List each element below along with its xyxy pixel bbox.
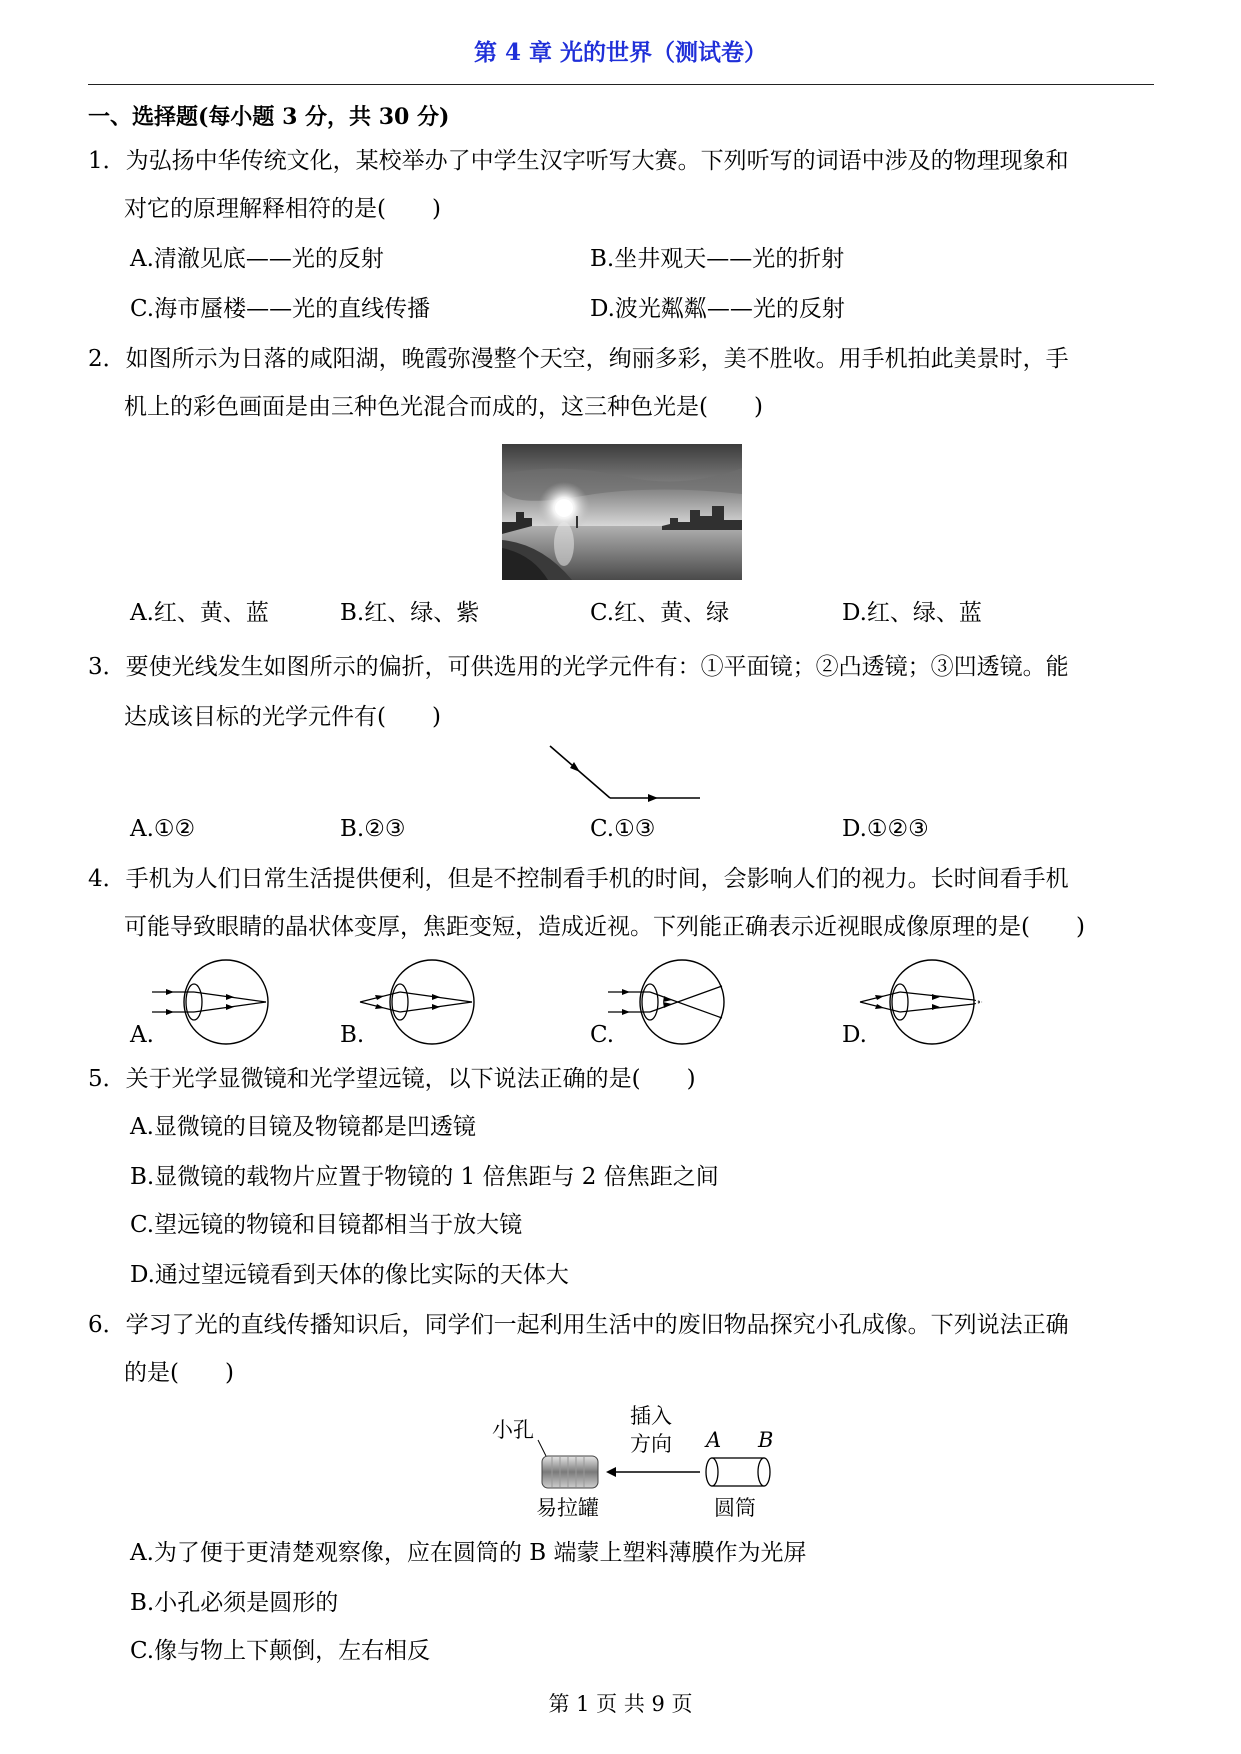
- q6-option-c: C.像与物上下颠倒，左右相反: [130, 1638, 431, 1664]
- q5-option-d: D.通过望远镜看到天体的像比实际的天体大: [130, 1262, 569, 1288]
- q4-line-1: 4．手机为人们日常生活提供便利，但是不控制看手机的时间，会影响人们的视力。长时间看手机: [88, 866, 1069, 892]
- q3-line-2: 达成该目标的光学元件有( ): [124, 704, 441, 730]
- page-footer: 第 1 页 共 9 页: [548, 1692, 693, 1716]
- q4-option-c: C.: [590, 1022, 615, 1048]
- q4-option-b: B.: [340, 1022, 365, 1048]
- q5-line-1: 5．关于光学显微镜和光学望远镜，以下说法正确的是( ): [88, 1066, 696, 1092]
- q6-line-2: 的是( ): [124, 1360, 234, 1386]
- can-icon: [542, 1456, 598, 1488]
- q3-option-d: D.①②③: [842, 816, 929, 842]
- q1-option-d: D.波光粼粼——光的反射: [590, 296, 845, 322]
- q3-option-c: C.①③: [590, 816, 656, 842]
- arrow-head-icon: [648, 794, 658, 802]
- direction-label-1: 插入: [630, 1404, 672, 1428]
- q5-option-b: B.显微镜的载物片应置于物镜的 1 倍焦距与 2 倍焦距之间: [130, 1164, 719, 1190]
- q6-option-a: A.为了便于更清楚观察像，应在圆筒的 B 端蒙上塑料薄膜作为光屏: [130, 1540, 807, 1566]
- eye-diagram-a: [150, 956, 270, 1048]
- q4-line-2: 可能导致眼睛的晶状体变厚，焦距变短，造成近视。下列能正确表示近视眼成像原理的是( ): [124, 914, 1085, 940]
- q1-option-b: B.坐井观天——光的折射: [590, 246, 845, 272]
- q6-line-1: 6．学习了光的直线传播知识后，同学们一起利用生活中的废旧物品探究小孔成像。下列说法正确: [88, 1312, 1069, 1338]
- q3-line-1: 3．要使光线发生如图所示的偏折，可供选用的光学元件有：①平面镜；②凸透镜；③凹透镜。能: [88, 654, 1069, 680]
- eye-diagram-c: [606, 956, 726, 1048]
- tube-label: 圆筒: [714, 1496, 756, 1520]
- end-a-label: A: [706, 1428, 722, 1452]
- arrow-left-icon: [606, 1467, 616, 1477]
- q5-option-a: A.显微镜的目镜及物镜都是凹透镜: [130, 1114, 476, 1140]
- q2-option-d: D.红、绿、蓝: [842, 600, 982, 626]
- arrow-head-icon: [570, 762, 580, 772]
- q5-option-c: C.望远镜的物镜和目镜都相当于放大镜: [130, 1212, 523, 1238]
- q2-option-c: C.红、黄、绿: [590, 600, 730, 626]
- header-divider: [88, 84, 1154, 85]
- q1-option-a: A.清澈见底——光的反射: [130, 246, 384, 272]
- can-label: 易拉罐: [536, 1496, 599, 1520]
- q2-option-a: A.红、黄、蓝: [130, 600, 269, 626]
- q4-option-d: D.: [842, 1022, 867, 1048]
- section-title: 一、选择题(每小题 3 分，共 30 分): [88, 104, 450, 130]
- q1-option-c: C.海市蜃楼——光的直线传播: [130, 296, 431, 322]
- q1-line-2: 对它的原理解释相符的是( ): [124, 196, 441, 222]
- hole-label: 小孔: [492, 1418, 534, 1442]
- q3-option-a: A.①②: [130, 816, 196, 842]
- q1-line-1: 1．为弘扬中华传统文化，某校举办了中学生汉字听写大赛。下列听写的词语中涉及的物理现象和: [88, 148, 1069, 174]
- tube-icon: [712, 1458, 764, 1486]
- q2-line-2: 机上的彩色画面是由三种色光混合而成的，这三种色光是( ): [124, 394, 763, 420]
- eye-diagram-d: [856, 956, 986, 1048]
- direction-label-2: 方向: [630, 1432, 672, 1456]
- eye-diagram-b: [356, 956, 476, 1048]
- q2-option-b: B.红、绿、紫: [340, 600, 480, 626]
- sunset-lake-photo: [502, 444, 742, 580]
- page-title: 第 4 章 光的世界（测试卷）: [473, 39, 768, 66]
- end-b-label: B: [758, 1428, 774, 1452]
- q4-option-a: A.: [130, 1022, 154, 1048]
- q6-option-b: B.小孔必须是圆形的: [130, 1590, 339, 1616]
- light-deflection-diagram: [540, 740, 710, 806]
- q2-line-1: 2．如图所示为日落的咸阳湖，晚霞弥漫整个天空，绚丽多彩，美不胜收。用手机拍此美景时，手: [88, 346, 1069, 372]
- pinhole-camera-figure: [480, 1400, 800, 1520]
- q3-option-b: B.②③: [340, 816, 406, 842]
